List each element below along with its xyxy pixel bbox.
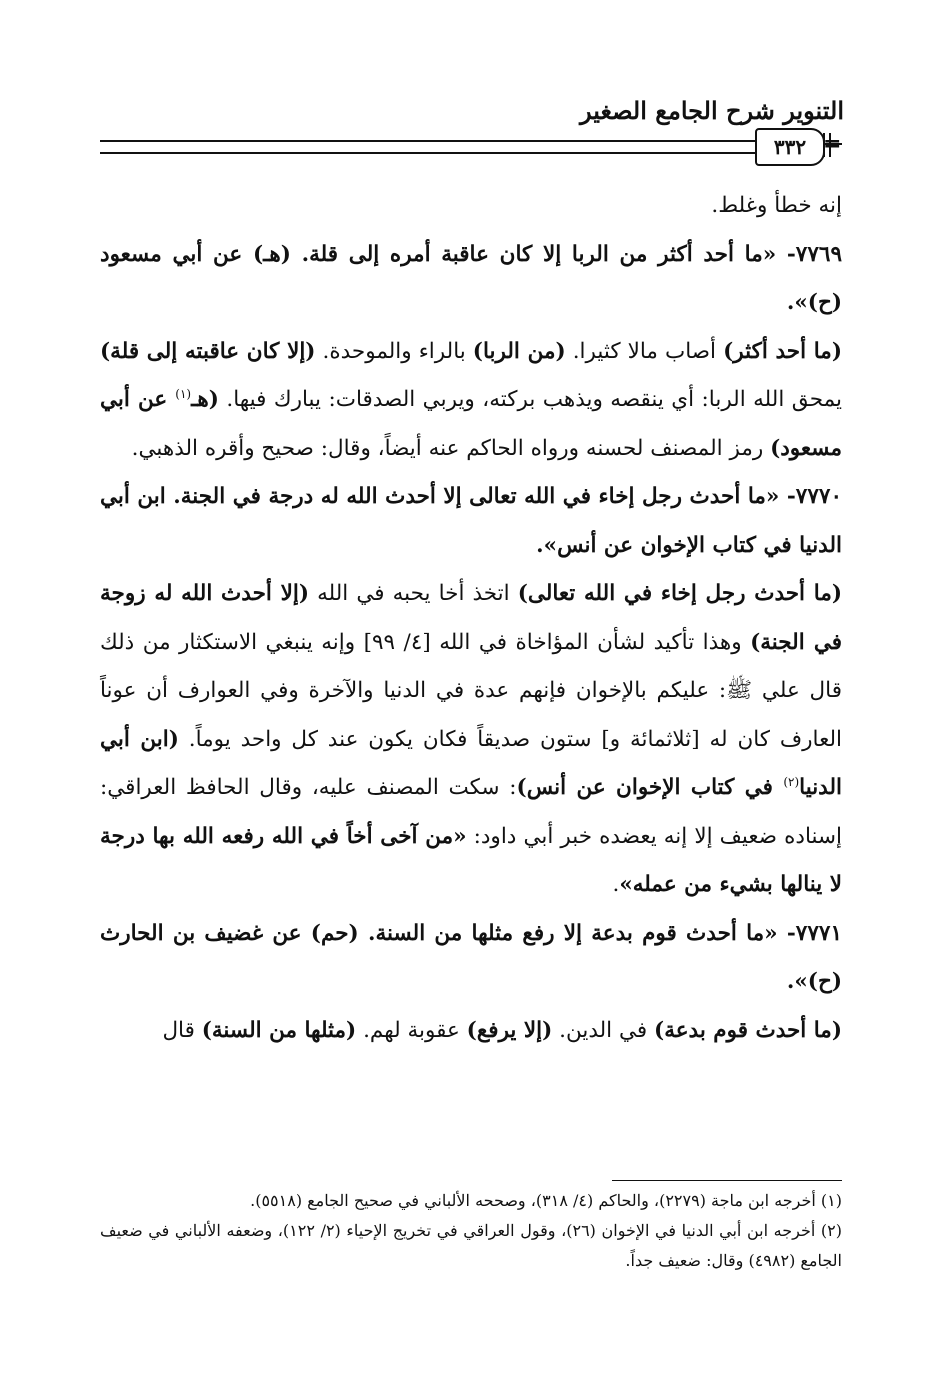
text-run: يمحق الله الربا: أي ينقصه ويذهب بركته، ويربي الصدقات: يبارك فيها. xyxy=(218,387,842,412)
bold-phrase: (ما أحدث رجل إخاء في الله تعالى) xyxy=(517,581,843,606)
text-run: أصاب مالا كثيرا. xyxy=(565,338,724,364)
text-run: رمز المصنف لحسنه ورواه الحاكم عنه أيضاً، وقال: صحيح وأقره الذهبي. xyxy=(131,435,771,461)
bold-phrase: في كتاب الإخوان عن أنس) xyxy=(516,775,784,800)
bold-phrase: (إلا أحدث الله له زوجة في الجنة) xyxy=(100,581,843,655)
commentary-7771 xyxy=(100,1007,842,1056)
footnote-rule xyxy=(612,1180,842,1181)
text-run: . xyxy=(612,872,620,897)
bold-phrase: (من الربا) xyxy=(472,338,566,364)
commentary-7769 xyxy=(100,328,842,474)
footnote-ref[interactable]: (١) xyxy=(175,386,192,401)
text-run: بالراء والموحدة. xyxy=(315,338,473,364)
text-run: قال xyxy=(162,1017,202,1043)
bold-phrase: (ما أحدث قوم بدعة) xyxy=(654,1017,842,1043)
text-run: عقوبة لهم. xyxy=(356,1017,467,1043)
running-title: التنوير شرح الجامع الصغير xyxy=(580,96,844,125)
bold-phrase: «من آخى أخاً في الله رفعه الله بها درجة لا ينالها بشيء من عمله» xyxy=(100,823,842,897)
page-number: ٣٣٢ xyxy=(755,128,825,166)
hadith-7771: ٧٧٧١- «ما أحدث قوم بدعة إلا رفع مثلها من السنة. (حم) عن غضيف بن الحارث (ح)». xyxy=(100,920,842,994)
paragraph: إنه خطأ وغلط. xyxy=(711,193,842,218)
footnote-ref[interactable]: (٢) xyxy=(783,774,800,789)
bold-phrase: (مثلها من السنة) xyxy=(201,1017,357,1043)
bold-phrase: (ما أحد أكثر) xyxy=(723,338,842,364)
footnote-1: (١) أخرجه ابن ماجة (٢٢٧٩)، والحاكم (٤/ ٣١٨)، وصححه الألباني في صحيح الجامع (٥٥١٨). xyxy=(250,1191,842,1210)
text-run: في الدين. xyxy=(552,1017,655,1043)
bold-phrase: (ابن أبي الدنيا xyxy=(100,726,842,800)
commentary-7770 xyxy=(100,570,842,910)
bold-phrase: عن أبي مسعود) xyxy=(100,387,842,461)
hadith-7770: ٧٧٧٠- «ما أحدث رجل إخاء في الله تعالى إلا أحدث الله له درجة في الجنة. ابن أبي الدنيا في كتاب الإخوان عن أنس». xyxy=(100,484,842,558)
header-mark: = xyxy=(823,131,842,157)
header-double-rule xyxy=(100,140,764,154)
footnotes xyxy=(100,1186,842,1276)
hadith-7769: ٧٧٦٩- «ما أحد أكثر من الربا إلا كان عاقبة أمره إلى قلة. (هـ) عن أبي مسعود (ح)». xyxy=(100,241,842,315)
bold-phrase: (إلا كان عاقبته إلى قلة) xyxy=(100,338,316,364)
text-run: اتخذ أخا يحبه في الله xyxy=(309,581,518,606)
bold-phrase: (إلا يرفع) xyxy=(466,1017,553,1043)
main-text xyxy=(100,182,842,1055)
bold-phrase: (هـ xyxy=(191,387,219,412)
footnote-2: (٢) أخرجه ابن أبي الدنيا في الإخوان (٢٦)، وقول العراقي في تخريج الإحياء (٢/ ١٢٢)، وضعفه الألباني في ضعيف الجامع (٤٩٨٢) وقال: ضعيف جداً. xyxy=(100,1221,842,1270)
text-run: : سكت المصنف عليه، وقال الحافظ العراقي: إسناده ضعيف إلا إنه يعضده خبر أبي داود: xyxy=(100,775,842,849)
text-run: وهذا تأكيد لشأن المؤاخاة في الله [٤/ ٩٩] وإنه ينبغي الاستكثار من ذلك قال علي ﷺ: عليكم بالإخوان فإنهم عدة في الدنيا والآخرة وفي العوارف أن عوناً العارف كان له [ثلاثمائة و] ستون صديقاً فكان يكون عند كل واحد يوماً. xyxy=(100,629,842,752)
